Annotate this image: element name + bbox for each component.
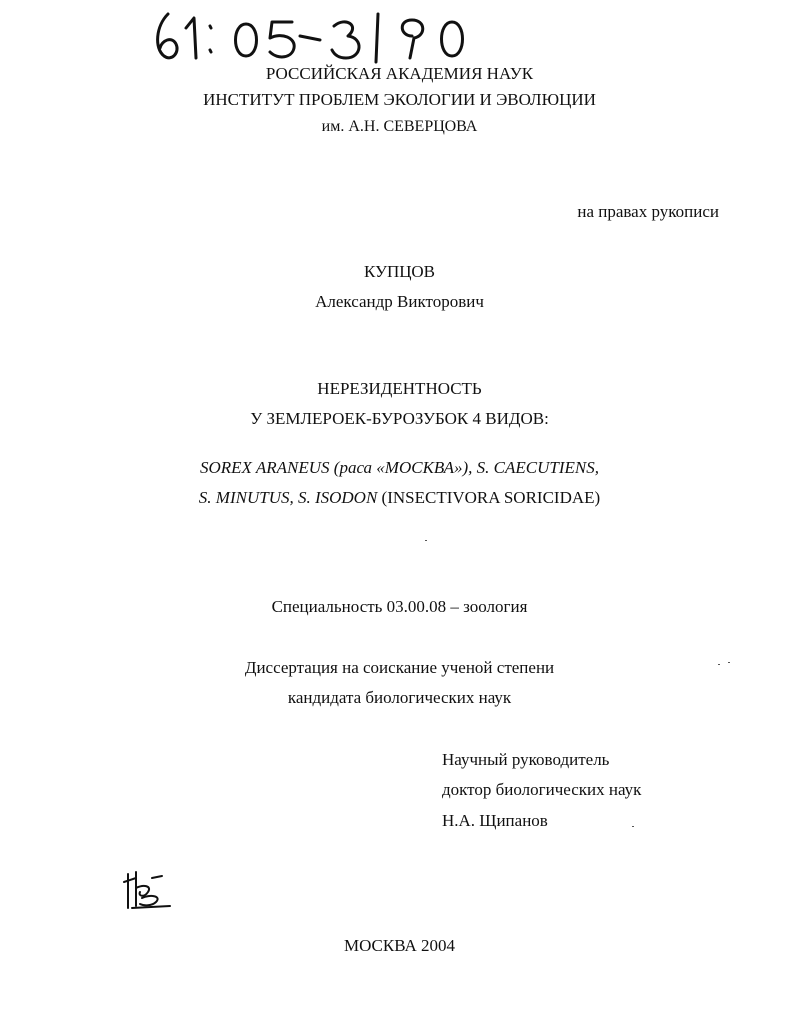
scan-speck <box>632 826 634 827</box>
specialty: Специальность 03.00.08 – зоология <box>271 597 528 616</box>
manuscript-rights-note: на правах рукописи <box>577 202 719 221</box>
author-given-names: Александр Викторович <box>315 292 484 311</box>
dissertation-line-1: Диссертация на соискание ученой степени <box>244 658 555 677</box>
scan-speck <box>425 540 427 541</box>
place-and-year: МОСКВА 2004 <box>343 936 456 955</box>
author-surname: КУПЦОВ <box>364 262 435 281</box>
title-species-italic: S. MINUTUS, S. ISODON <box>198 488 378 507</box>
title-species-line-1: SOREX ARANEUS (раса «МОСКВА»), S. CAECUTIENS, <box>200 458 599 477</box>
handwritten-signature <box>122 868 174 914</box>
institute-named-after: им. А.Н. СЕВЕРЦОВА <box>321 118 478 135</box>
title-line-1: НЕРЕЗИДЕНТНОСТЬ <box>317 379 482 398</box>
scan-speck <box>718 664 720 665</box>
scan-speck <box>728 662 730 663</box>
supervisor-degree: доктор биологических наук <box>442 780 642 799</box>
supervisor-name: Н.А. Щипанов <box>442 811 548 830</box>
handwritten-shelf-mark <box>150 6 490 66</box>
supervisor-role: Научный руководитель <box>442 750 610 769</box>
title-line-2: У ЗЕМЛЕРОЕК-БУРОЗУБОК 4 ВИДОВ: <box>250 409 549 428</box>
dissertation-line-2: кандидата биологических наук <box>287 688 512 707</box>
academy-name: РОССИЙСКАЯ АКАДЕМИЯ НАУК <box>265 64 534 83</box>
title-taxon: (INSECTIVORA SORICIDAE) <box>377 488 601 507</box>
title-species-line-2 <box>0 488 799 508</box>
institute-name: ИНСТИТУТ ПРОБЛЕМ ЭКОЛОГИИ И ЭВОЛЮЦИИ <box>203 90 596 109</box>
